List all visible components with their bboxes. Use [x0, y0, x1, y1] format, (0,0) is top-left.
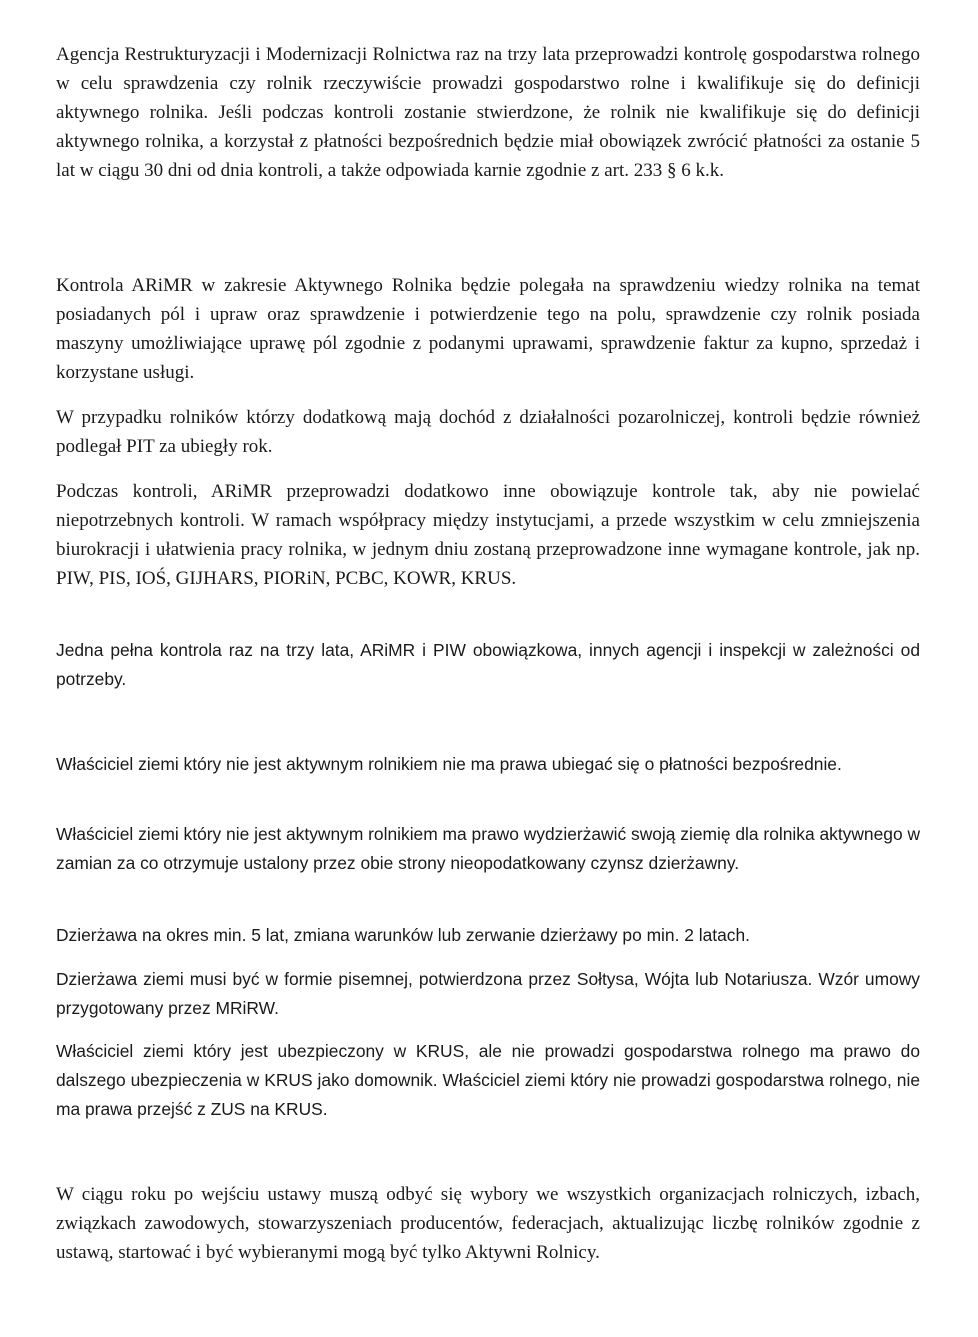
- paragraph-lease-term: Dzierżawa na okres min. 5 lat, zmiana warunków lub zerwanie dzierżawy po min. 2 latach.: [56, 925, 750, 945]
- paragraph-full-inspection: Jedna pełna kontrola raz na trzy lata, ARiMR i PIW obowiązkowa, innych agencji i inspekcji w zależności od potrzeby.: [56, 640, 920, 689]
- paragraph-arimr-inspection: Agencja Restrukturyzacji i Modernizacji Rolnictwa raz na trzy lata przeprowadzi kontrolę gospodarstwa rolnego w celu sprawdzenia czy rolnik rzeczywiście prowadzi gospodarstwo rolne i kwalifikuje się do definicji aktywnego rolnika. Jeśli podczas kontroli zostanie stwierdzone, że rolnik nie kwalifikuje się do definicji aktywnego rolnika, a korzystał z płatności bezpośrednich będzie miał obowiązek zwrócić płatności za ostanie 5 lat w ciągu 30 dni od dnia kontroli, a także odpowiada karnie zgodnie z art. 233 § 6 k.k.: [56, 44, 920, 181]
- paragraph-owner-no-payments: Właściciel ziemi który nie jest aktywnym rolnikiem nie ma prawa ubiegać się o płatności bezpośrednie.: [56, 754, 842, 774]
- paragraph-joint-inspections: Podczas kontroli, ARiMR przeprowadzi dodatkowo inne obowiązuje kontrole tak, aby nie powielać niepotrzebnych kontroli. W ramach współpracy między instytucjami, a przede wszystkim w celu zmniejszenia biurokracji i ułatwienia pracy rolnika, w jednym dniu zostaną przeprowadzone inne wymagane kontrole, jak np. PIW, PIS, IOŚ, GIJHARS, PIORiN, PCBC, KOWR, KRUS.: [56, 481, 920, 589]
- paragraph-inspection-scope: Kontrola ARiMR w zakresie Aktywnego Rolnika będzie polegała na sprawdzeniu wiedzy rolnika na temat posiadanych pól i upraw oraz sprawdzenie i potwierdzenie tego na polu, sprawdzenie czy rolnik posiada maszyny umożliwiające uprawę pól zgodnie z podanymi uprawami, sprawdzenie faktur za kupno, sprzedaż i korzystane usługi.: [56, 275, 920, 383]
- paragraph-organization-elections: W ciągu roku po wejściu ustawy muszą odbyć się wybory we wszystkich organizacjach rolniczych, izbach, związkach zawodowych, stowarzyszeniach producentów, federacjach, aktualizując liczbę rolników zgodnie z ustawą, startować i być wybieranymi mogą być tylko Aktywni Rolnicy.: [56, 1184, 920, 1263]
- paragraph-krus-insurance: Właściciel ziemi który jest ubezpieczony w KRUS, ale nie prowadzi gospodarstwa rolnego ma prawo do dalszego ubezpieczenia w KRUS jako domownik. Właściciel ziemi który nie prowadzi gospodarstwa rolnego, nie ma prawa przejść z ZUS na KRUS.: [56, 1041, 920, 1119]
- paragraph-owner-lease-right: Właściciel ziemi który nie jest aktywnym rolnikiem ma prawo wydzierżawić swoją ziemię dla rolnika aktywnego w zamian za co otrzymuje ustalony przez obie strony nieopodatkowany czynsz dzierżawny.: [56, 824, 921, 873]
- paragraph-pit-check: W przypadku rolników którzy dodatkową mają dochód z działalności pozarolniczej, kontroli będzie również podlegał PIT za ubiegły rok.: [56, 407, 920, 457]
- paragraph-lease-form: Dzierżawa ziemi musi być w formie pisemnej, potwierdzona przez Sołtysa, Wójta lub Notariusza. Wzór umowy przygotowany przez MRiRW.: [56, 969, 920, 1018]
